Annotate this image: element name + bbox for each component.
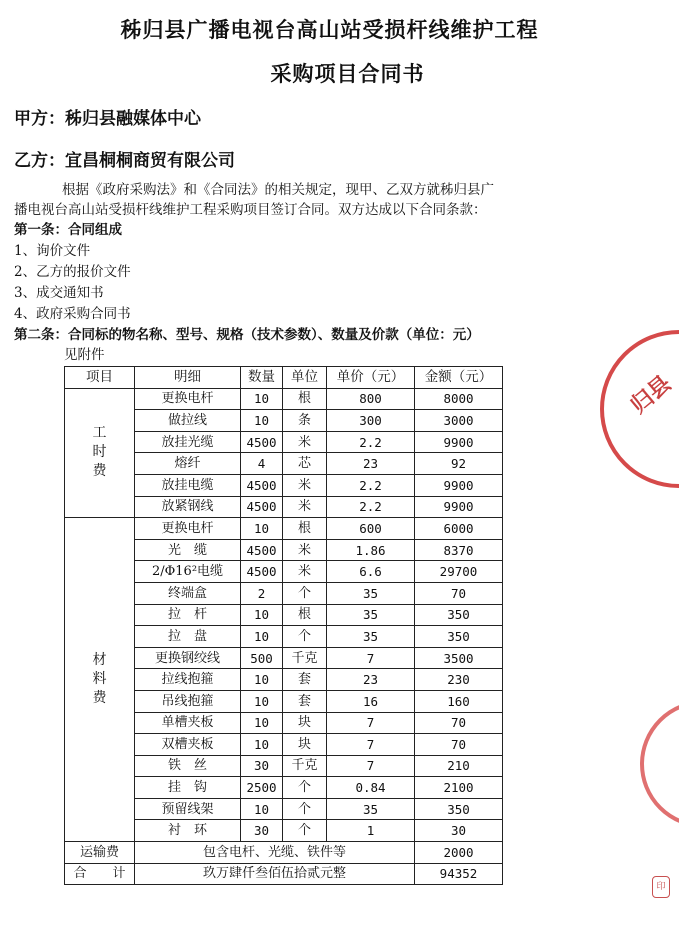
row-amount: 70 xyxy=(415,734,503,756)
row-quantity: 10 xyxy=(241,734,283,756)
row-item: 放挂电缆 xyxy=(135,474,241,496)
row-quantity: 10 xyxy=(241,626,283,648)
row-unit-price: 7 xyxy=(327,734,415,756)
row-unit-price: 23 xyxy=(327,453,415,475)
row-item: 拉线抱箍 xyxy=(135,669,241,691)
article1-title: 第一条：合同组成 xyxy=(14,222,122,238)
seal-text: 归县 xyxy=(625,370,677,419)
article1-item: 2、乙方的报价文件 xyxy=(14,264,131,280)
header-amount: 金额（元） xyxy=(415,367,503,389)
row-unit: 米 xyxy=(283,431,327,453)
row-amount: 210 xyxy=(415,755,503,777)
row-amount: 8370 xyxy=(415,539,503,561)
row-unit: 米 xyxy=(283,539,327,561)
row-unit: 个 xyxy=(283,777,327,799)
row-unit-price: 800 xyxy=(327,388,415,410)
row-unit: 块 xyxy=(283,734,327,756)
row-quantity: 10 xyxy=(241,669,283,691)
row-item: 挂 钩 xyxy=(135,777,241,799)
row-amount: 350 xyxy=(415,604,503,626)
row-item: 做拉线 xyxy=(135,410,241,432)
row-unit-price: 7 xyxy=(327,755,415,777)
row-item: 单槽夹板 xyxy=(135,712,241,734)
row-unit: 千克 xyxy=(283,755,327,777)
table-row xyxy=(65,518,503,540)
row-unit-price: 1 xyxy=(327,820,415,842)
row-unit-price: 23 xyxy=(327,669,415,691)
row-quantity: 2 xyxy=(241,582,283,604)
row-amount: 3000 xyxy=(415,410,503,432)
total-row xyxy=(65,863,503,885)
row-item: 放挂光缆 xyxy=(135,431,241,453)
row-quantity: 10 xyxy=(241,388,283,410)
article1-item: 3、成交通知书 xyxy=(14,285,104,301)
row-amount: 70 xyxy=(415,582,503,604)
row-item: 拉 盘 xyxy=(135,626,241,648)
row-unit-price: 6.6 xyxy=(327,561,415,583)
row-item: 衬 环 xyxy=(135,820,241,842)
row-quantity: 10 xyxy=(241,518,283,540)
row-unit-price: 35 xyxy=(327,582,415,604)
article1-item: 1、询价文件 xyxy=(14,243,91,259)
document-title-line2: 采购项目合同书 xyxy=(270,61,425,86)
row-quantity: 4500 xyxy=(241,561,283,583)
article2-note: 见附件 xyxy=(64,347,105,363)
row-amount: 9900 xyxy=(415,431,503,453)
row-quantity: 10 xyxy=(241,410,283,432)
row-unit: 千克 xyxy=(283,647,327,669)
row-unit: 米 xyxy=(283,496,327,518)
row-item: 更换钢绞线 xyxy=(135,647,241,669)
row-item: 双槽夹板 xyxy=(135,734,241,756)
row-quantity: 10 xyxy=(241,604,283,626)
row-amount: 8000 xyxy=(415,388,503,410)
total-amount: 94352 xyxy=(415,863,503,885)
row-unit: 根 xyxy=(283,604,327,626)
row-quantity: 10 xyxy=(241,712,283,734)
labor-cost-label: 工 时 费 xyxy=(65,388,135,518)
header-unit-price: 单价（元） xyxy=(327,367,415,389)
row-unit: 芯 xyxy=(283,453,327,475)
article2-title: 第二条：合同标的物名称、型号、规格（技术参数）、数量及价款（单位：元） xyxy=(14,327,480,343)
row-amount: 29700 xyxy=(415,561,503,583)
row-unit: 个 xyxy=(283,798,327,820)
row-amount: 350 xyxy=(415,626,503,648)
document-title-line1: 秭归县广播电视台高山站受损杆线维护工程 xyxy=(120,17,539,42)
row-unit-price: 2.2 xyxy=(327,474,415,496)
row-quantity: 10 xyxy=(241,690,283,712)
row-unit: 条 xyxy=(283,410,327,432)
row-unit-price: 0.84 xyxy=(327,777,415,799)
row-item: 更换电杆 xyxy=(135,388,241,410)
row-item: 吊线抱箍 xyxy=(135,690,241,712)
small-seal-icon: 印 xyxy=(652,876,670,898)
article1-item: 4、政府采购合同书 xyxy=(14,306,131,322)
row-quantity: 4500 xyxy=(241,539,283,561)
row-amount: 9900 xyxy=(415,474,503,496)
total-in-words: 玖万肆仟叁佰伍拾贰元整 xyxy=(135,863,415,885)
row-quantity: 4500 xyxy=(241,496,283,518)
row-amount: 6000 xyxy=(415,518,503,540)
row-quantity: 10 xyxy=(241,798,283,820)
row-item: 拉 杆 xyxy=(135,604,241,626)
row-amount: 3500 xyxy=(415,647,503,669)
table-row xyxy=(65,388,503,410)
header-detail: 明细 xyxy=(135,367,241,389)
row-unit-price: 2.2 xyxy=(327,496,415,518)
row-unit: 块 xyxy=(283,712,327,734)
row-unit-price: 1.86 xyxy=(327,539,415,561)
row-item: 光 缆 xyxy=(135,539,241,561)
header-unit: 单位 xyxy=(283,367,327,389)
row-quantity: 500 xyxy=(241,647,283,669)
material-cost-label: 材 料 费 xyxy=(65,518,135,842)
freight-label: 运输费 xyxy=(65,842,135,864)
row-unit-price: 300 xyxy=(327,410,415,432)
row-amount: 30 xyxy=(415,820,503,842)
row-unit-price: 600 xyxy=(327,518,415,540)
row-quantity: 4 xyxy=(241,453,283,475)
row-unit-price: 35 xyxy=(327,626,415,648)
row-unit: 套 xyxy=(283,690,327,712)
intro-line-2: 播电视台高山站受损杆线维护工程采购项目签订合同。双方达成以下合同条款： xyxy=(14,202,487,218)
party-b: 乙方：宜昌桐桐商贸有限公司 xyxy=(14,151,235,171)
row-item: 终端盒 xyxy=(135,582,241,604)
row-quantity: 30 xyxy=(241,820,283,842)
row-unit: 个 xyxy=(283,820,327,842)
row-unit-price: 7 xyxy=(327,712,415,734)
row-amount: 230 xyxy=(415,669,503,691)
row-item: 铁 丝 xyxy=(135,755,241,777)
row-unit: 根 xyxy=(283,518,327,540)
row-quantity: 4500 xyxy=(241,474,283,496)
total-label: 合 计 xyxy=(65,863,135,885)
party-a: 甲方：秭归县融媒体中心 xyxy=(14,109,201,129)
row-quantity: 2500 xyxy=(241,777,283,799)
intro-line-1: 根据《政府采购法》和《合同法》的相关规定，现甲、乙双方就秭归县广 xyxy=(62,182,494,198)
header-quantity: 数量 xyxy=(241,367,283,389)
row-unit-price: 2.2 xyxy=(327,431,415,453)
freight-row xyxy=(65,842,503,864)
freight-description: 包含电杆、光缆、铁件等 xyxy=(135,842,415,864)
freight-amount: 2000 xyxy=(415,842,503,864)
row-item: 熔纤 xyxy=(135,453,241,475)
row-item: 更换电杆 xyxy=(135,518,241,540)
row-quantity: 4500 xyxy=(241,431,283,453)
row-unit: 米 xyxy=(283,561,327,583)
row-amount: 9900 xyxy=(415,496,503,518)
row-unit: 根 xyxy=(283,388,327,410)
price-table xyxy=(64,366,503,885)
row-unit: 米 xyxy=(283,474,327,496)
row-unit-price: 7 xyxy=(327,647,415,669)
row-unit-price: 35 xyxy=(327,798,415,820)
row-unit-price: 35 xyxy=(327,604,415,626)
row-unit-price: 16 xyxy=(327,690,415,712)
row-quantity: 30 xyxy=(241,755,283,777)
row-item: 2/Φ16²电缆 xyxy=(135,561,241,583)
table-header-row xyxy=(65,367,503,389)
row-amount: 2100 xyxy=(415,777,503,799)
row-amount: 160 xyxy=(415,690,503,712)
official-seal-partial xyxy=(640,700,679,828)
row-item: 预留线架 xyxy=(135,798,241,820)
header-project: 项目 xyxy=(65,367,135,389)
row-amount: 70 xyxy=(415,712,503,734)
row-amount: 92 xyxy=(415,453,503,475)
row-item: 放紧钢线 xyxy=(135,496,241,518)
row-unit: 个 xyxy=(283,582,327,604)
row-amount: 350 xyxy=(415,798,503,820)
row-unit: 套 xyxy=(283,669,327,691)
row-unit: 个 xyxy=(283,626,327,648)
